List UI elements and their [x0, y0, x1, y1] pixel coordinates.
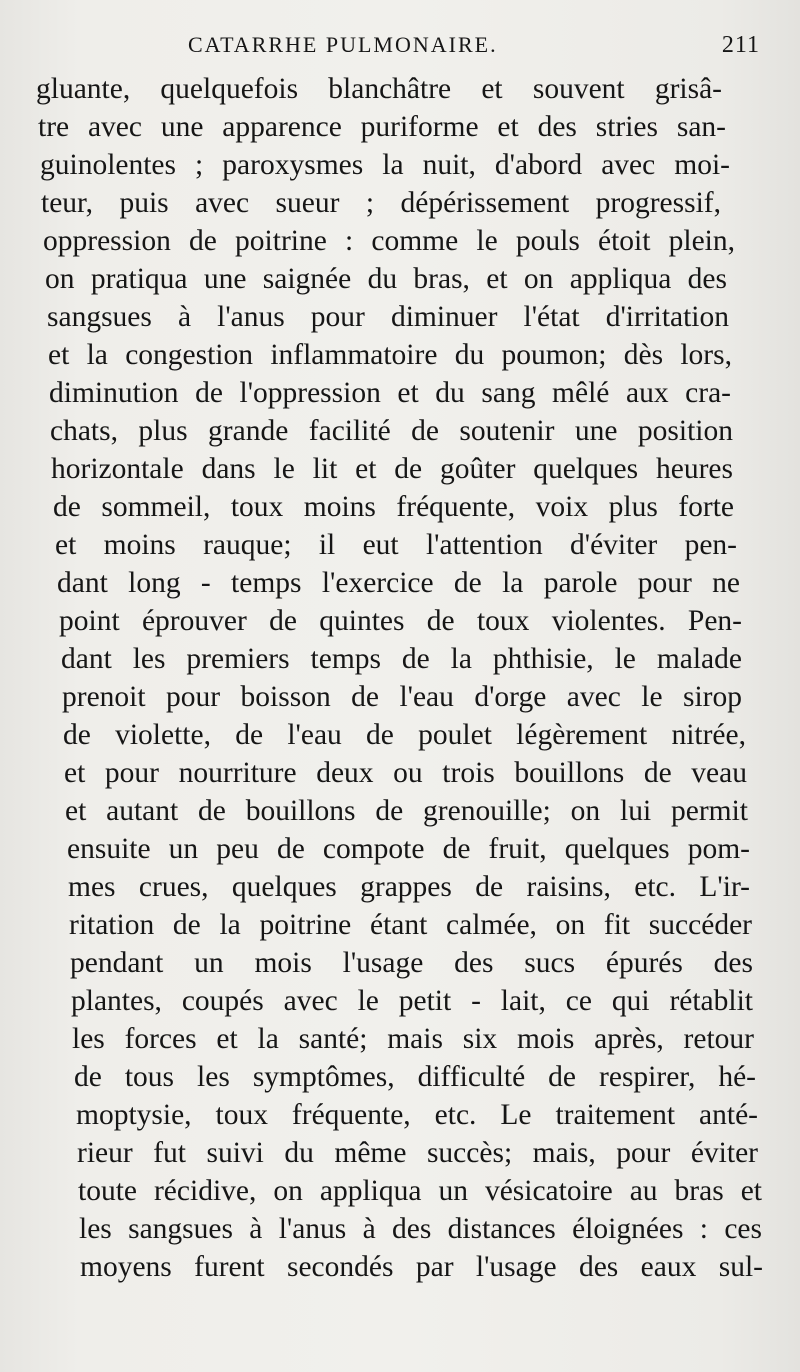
text-line: oppression de poitrine : comme le pouls étoit plein, — [43, 225, 735, 257]
text-line: et pour nourriture deux ou trois bouillons de veau — [64, 757, 747, 789]
text-line: ensuite un peu de compote de fruit, quelques pom- — [67, 833, 750, 865]
text-line: teur, puis avec sueur ; dépérissement progressif, — [41, 187, 721, 219]
text-line: de violette, de l'eau de poulet légèrement nitrée, — [63, 719, 746, 751]
text-line: pendant un mois l'usage des sucs épurés des — [70, 947, 753, 979]
text-line: gluante, quelquefois blanchâtre et souvent grisâ- — [36, 73, 722, 105]
text-line: les forces et la santé; mais six mois après, retour — [72, 1023, 754, 1055]
page-header — [40, 32, 760, 62]
text-line: toute récidive, on appliqua un vésicatoire au bras et — [78, 1175, 762, 1207]
text-line: point éprouver de quintes de toux violentes. Pen- — [59, 605, 742, 637]
text-line: et autant de bouillons de grenouille; on lui permit — [65, 795, 748, 827]
text-line: rieur fut suivi du même succès; mais, pour éviter — [77, 1137, 758, 1169]
text-line: moyens furent secondés par l'usage des eaux sul- — [80, 1251, 763, 1283]
text-line: on pratiqua une saignée du bras, et on appliqua des — [45, 263, 727, 295]
text-line: dant long - temps l'exercice de la parole pour ne — [57, 567, 740, 599]
text-line: sangsues à l'anus pour diminuer l'état d'irritation — [47, 301, 729, 333]
text-line: de tous les symptômes, difficulté de respirer, hé- — [74, 1061, 756, 1093]
text-line: et moins rauque; il eut l'attention d'éviter pen- — [55, 529, 737, 561]
text-line: diminution de l'oppression et du sang mêlé aux cra- — [49, 377, 731, 409]
text-line: dant les premiers temps de la phthisie, le malade — [61, 643, 742, 675]
text-line: guinolentes ; paroxysmes la nuit, d'abord avec moi- — [40, 149, 730, 181]
text-line: chats, plus grande facilité de soutenir une position — [50, 415, 733, 447]
text-line: de sommeil, toux moins fréquente, voix plus forte — [53, 491, 734, 523]
text-line: prenoit pour boisson de l'eau d'orge avec le sirop — [62, 681, 742, 713]
text-line: mes crues, quelques grappes de raisins, etc. L'ir- — [68, 871, 750, 903]
text-line: plantes, coupés avec le petit - lait, ce qui rétablit — [71, 985, 753, 1017]
text-line: les sangsues à l'anus à des distances éloignées : ces — [79, 1213, 762, 1245]
text-line: horizontale dans le lit et de goûter quelques heures — [51, 453, 733, 485]
text-line: ritation de la poitrine étant calmée, on fit succéder — [69, 909, 752, 941]
page-number: 211 — [721, 32, 760, 58]
text-line: et la congestion inflammatoire du poumon; dès lors, — [48, 339, 732, 371]
text-line: moptysie, toux fréquente, etc. Le traitement anté- — [76, 1099, 758, 1131]
text-line: tre avec une apparence puriforme et des stries san- — [38, 111, 726, 143]
running-title: CATARRHE PULMONAIRE. — [188, 32, 498, 57]
